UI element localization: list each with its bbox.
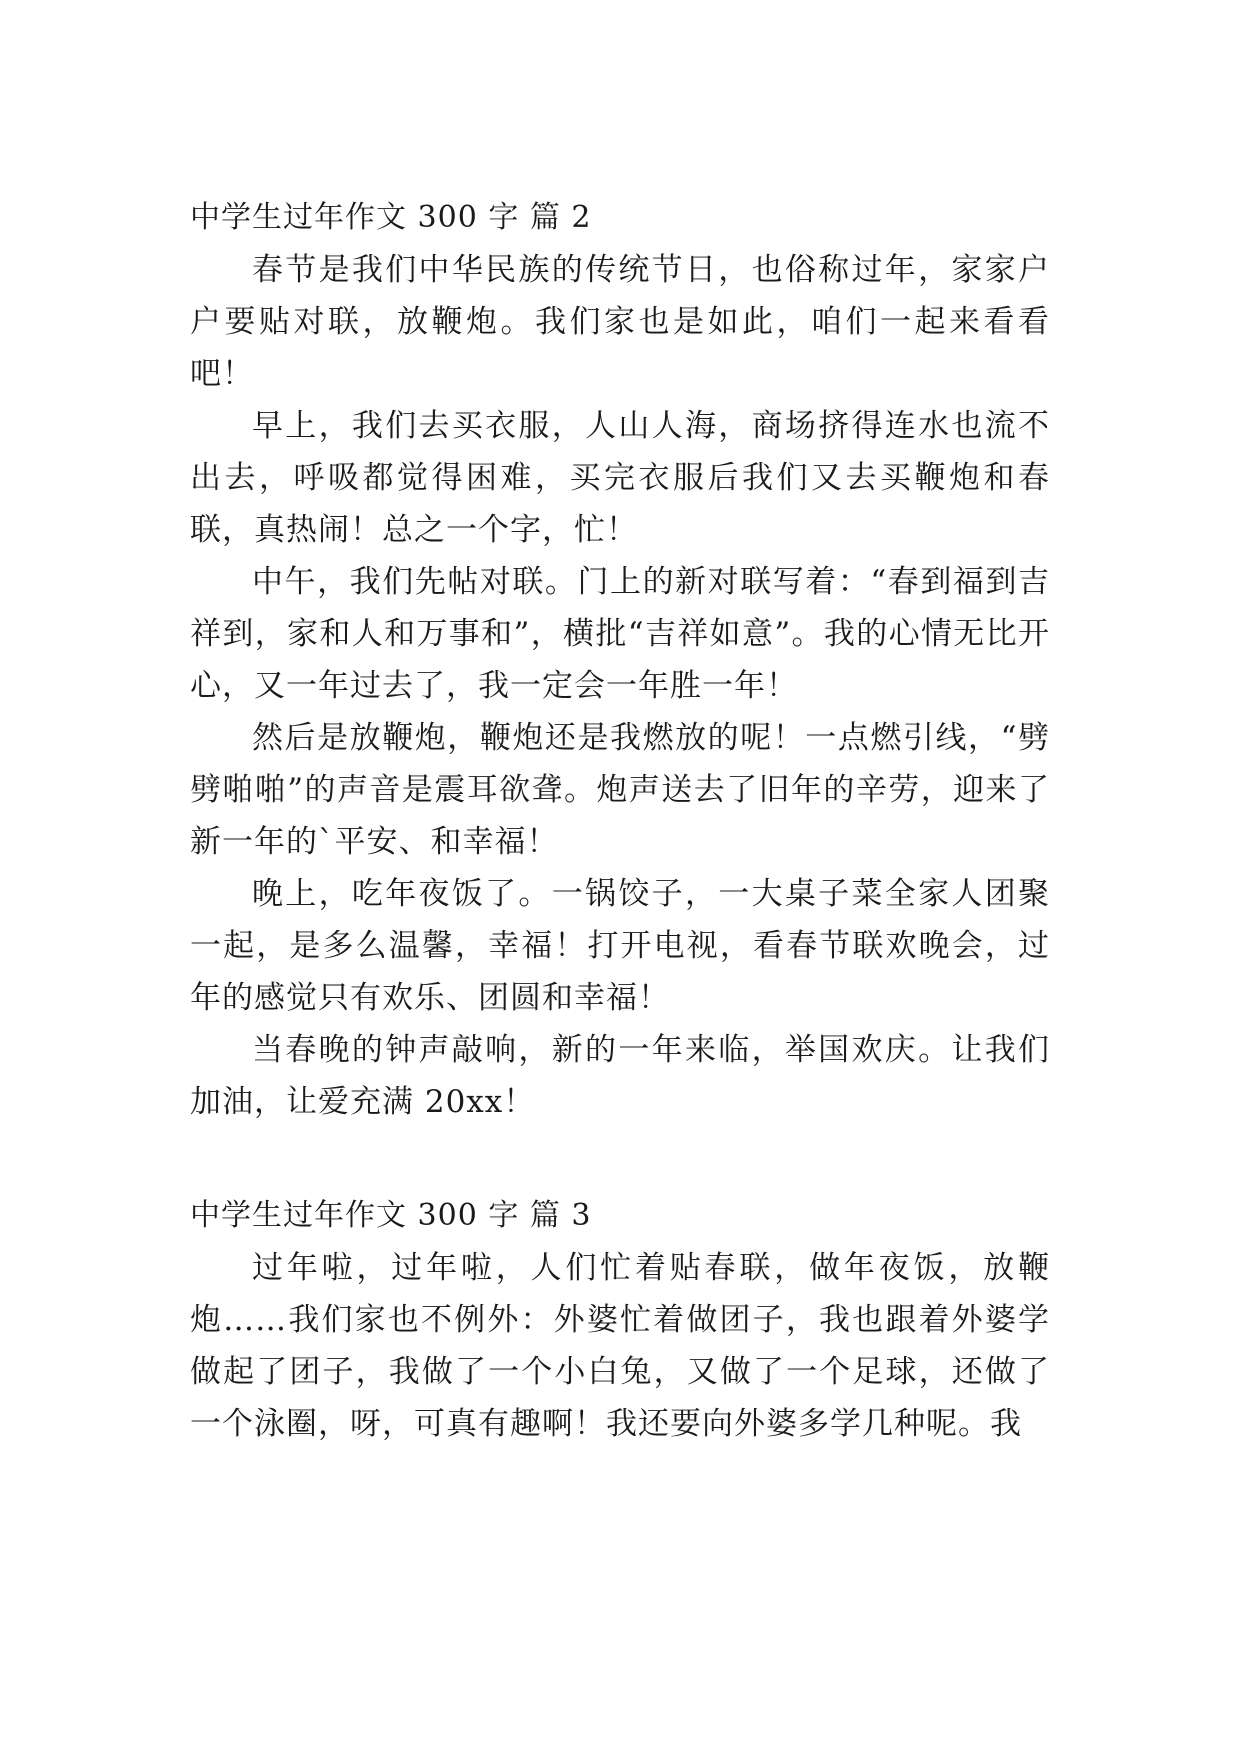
paragraph: 中午，我们先帖对联。门上的新对联写着：“春到福到吉祥到，家和人和万事和”，横批“吉祥如意”。我的心情无比开心，又一年过去了，我一定会一年胜一年！ — [190, 564, 1050, 704]
paragraph: 晚上，吃年夜饭了。一锅饺子，一大桌子菜全家人团聚一起，是多么温馨，幸福！打开电视，看春节联欢晚会，过年的感觉只有欢乐、团圆和幸福！ — [190, 876, 1050, 1016]
paragraph: 当春晚的钟声敲响，新的一年来临，举国欢庆。让我们加油，让爱充满 20xx！ — [190, 1032, 1050, 1120]
paragraph: 然后是放鞭炮，鞭炮还是我燃放的呢！一点燃引线，“劈劈啪啪”的声音是震耳欲聋。炮声送去了旧年的辛劳，迎来了新一年的`平安、和幸福！ — [190, 720, 1050, 860]
paragraph: 过年啦，过年啦，人们忙着贴春联，做年夜饭，放鞭炮……我们家也不例外：外婆忙着做团子，我也跟着外婆学做起了团子，我做了一个小白兔，又做了一个足球，还做了一个泳圈，呀，可真有趣啊！我还要向外婆多学几种呢。我 — [190, 1250, 1050, 1442]
section-title: 中学生过年作文 300 字 篇 3 — [190, 1198, 592, 1233]
paragraph: 春节是我们中华民族的传统节日，也俗称过年，家家户户要贴对联，放鞭炮。我们家也是如此，咱们一起来看看吧！ — [190, 252, 1050, 392]
document-body — [190, 192, 1050, 1450]
section-spacer — [190, 1128, 1050, 1190]
section-title: 中学生过年作文 300 字 篇 2 — [190, 200, 592, 235]
paragraph: 早上，我们去买衣服，人山人海，商场挤得连水也流不出去，呼吸都觉得困难，买完衣服后我们又去买鞭炮和春联，真热闹！总之一个字，忙！ — [190, 408, 1050, 548]
essay-section-2 — [190, 192, 1050, 1128]
essay-section-3 — [190, 1190, 1050, 1450]
